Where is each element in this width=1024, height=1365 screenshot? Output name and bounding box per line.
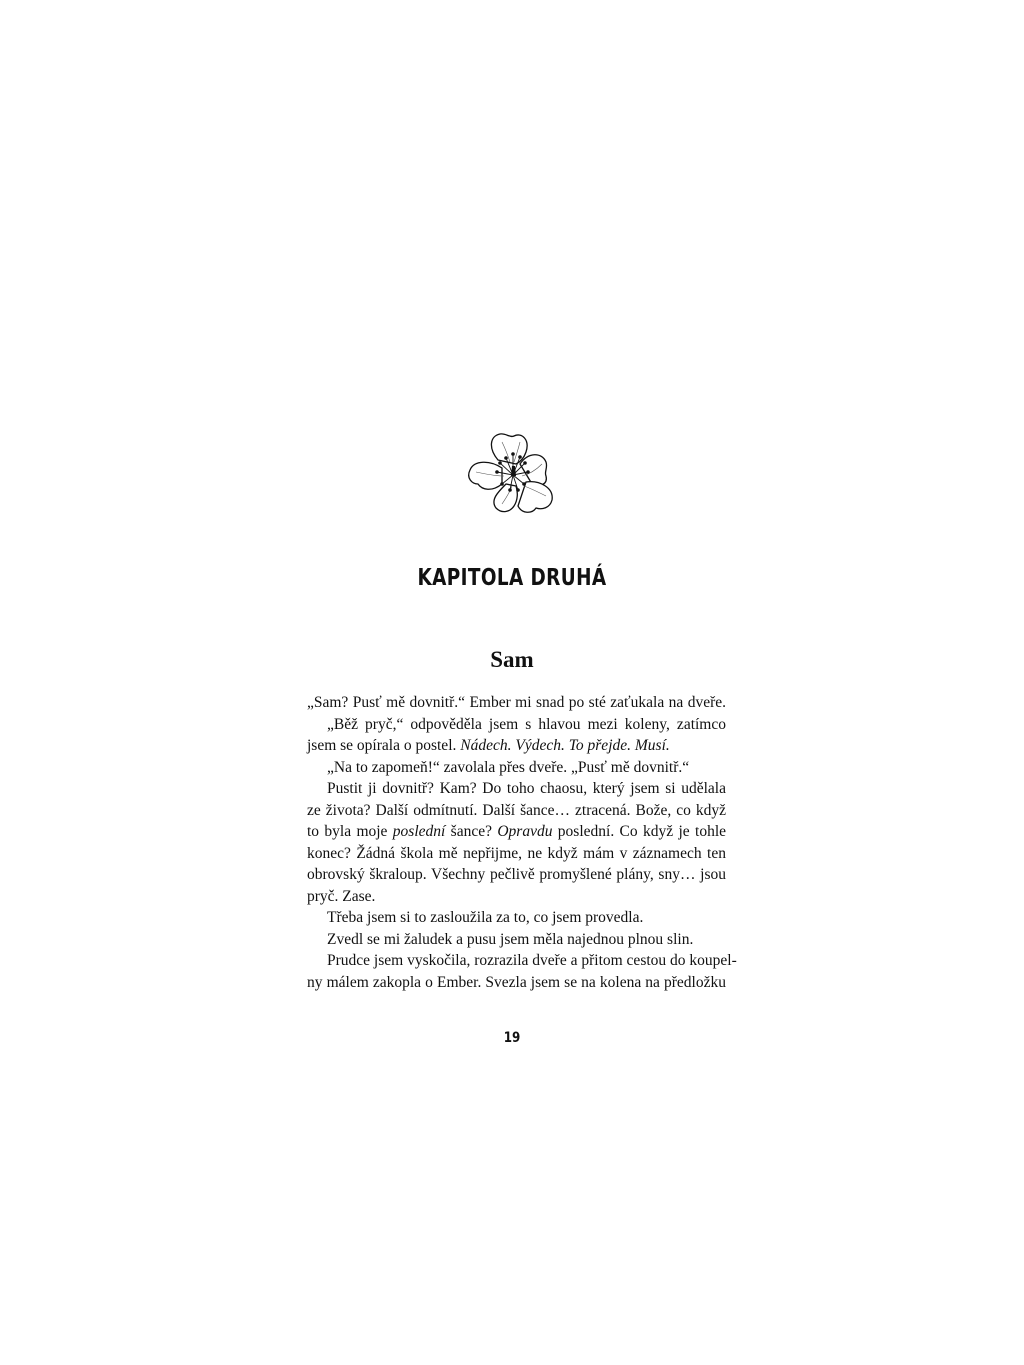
text-line: pryč. Zase. <box>307 887 376 905</box>
text-line: ze života? Další odmítnutí. Další šance… ztracená. Bože, co když <box>307 801 726 819</box>
italic-segment: poslední <box>392 823 446 840</box>
text-line <box>307 735 726 757</box>
text-line: Zvedl se mi žaludek a pusu jsem měla najednou plnou slin. <box>327 930 694 948</box>
text-line: Třeba jsem si to zasloužila za to, co jsem provedla. <box>327 909 644 926</box>
text-segment: to byla moje <box>307 823 393 840</box>
text-line: konec? Žádná škola mě nepřijme, ne když mám v záznamech ten <box>307 844 726 862</box>
text-line: „Sam? Pusť mě dovnitř.“ Ember mi snad po sté zaťukala na dveře. <box>307 694 726 711</box>
text-line: Prudce jsem vyskočila, rozrazila dveře a přitom cestou do koupel- <box>327 952 737 969</box>
text-line: obrovský škraloup. Všechny pečlivě promyšlené plány, sny… jsou <box>307 866 726 883</box>
text-line: „Na to zapomeň!“ zavolala přes dveře. „Pusť mě dovnitř.“ <box>327 758 690 776</box>
text-segment: jsem se opírala o postel. <box>307 737 461 754</box>
text-line <box>307 821 726 843</box>
text-line: Pustit ji dovnitř? Kam? Do toho chaosu, který jsem si udělala <box>327 780 726 797</box>
italic-segment: Opravdu <box>497 823 553 840</box>
chapter-title: KAPITOLA DRUHÁ <box>417 565 607 591</box>
cherry-blossom-icon <box>462 430 562 516</box>
page-number: 19 <box>503 1030 521 1046</box>
body-text <box>307 692 737 993</box>
text-segment: šance? <box>445 823 498 840</box>
text-segment: poslední. Co když je tohle <box>552 823 726 840</box>
chapter-pov-name: Sam <box>490 647 534 672</box>
italic-segment: Nádech. Výdech. To přejde. Musí. <box>460 737 670 754</box>
text-line: ny málem zakopla o Ember. Svezla jsem se na kolena na předložku <box>307 973 726 991</box>
text-line: „Běž pryč,“ odpověděla jsem s hlavou mezi koleny, zatímco <box>327 715 726 733</box>
